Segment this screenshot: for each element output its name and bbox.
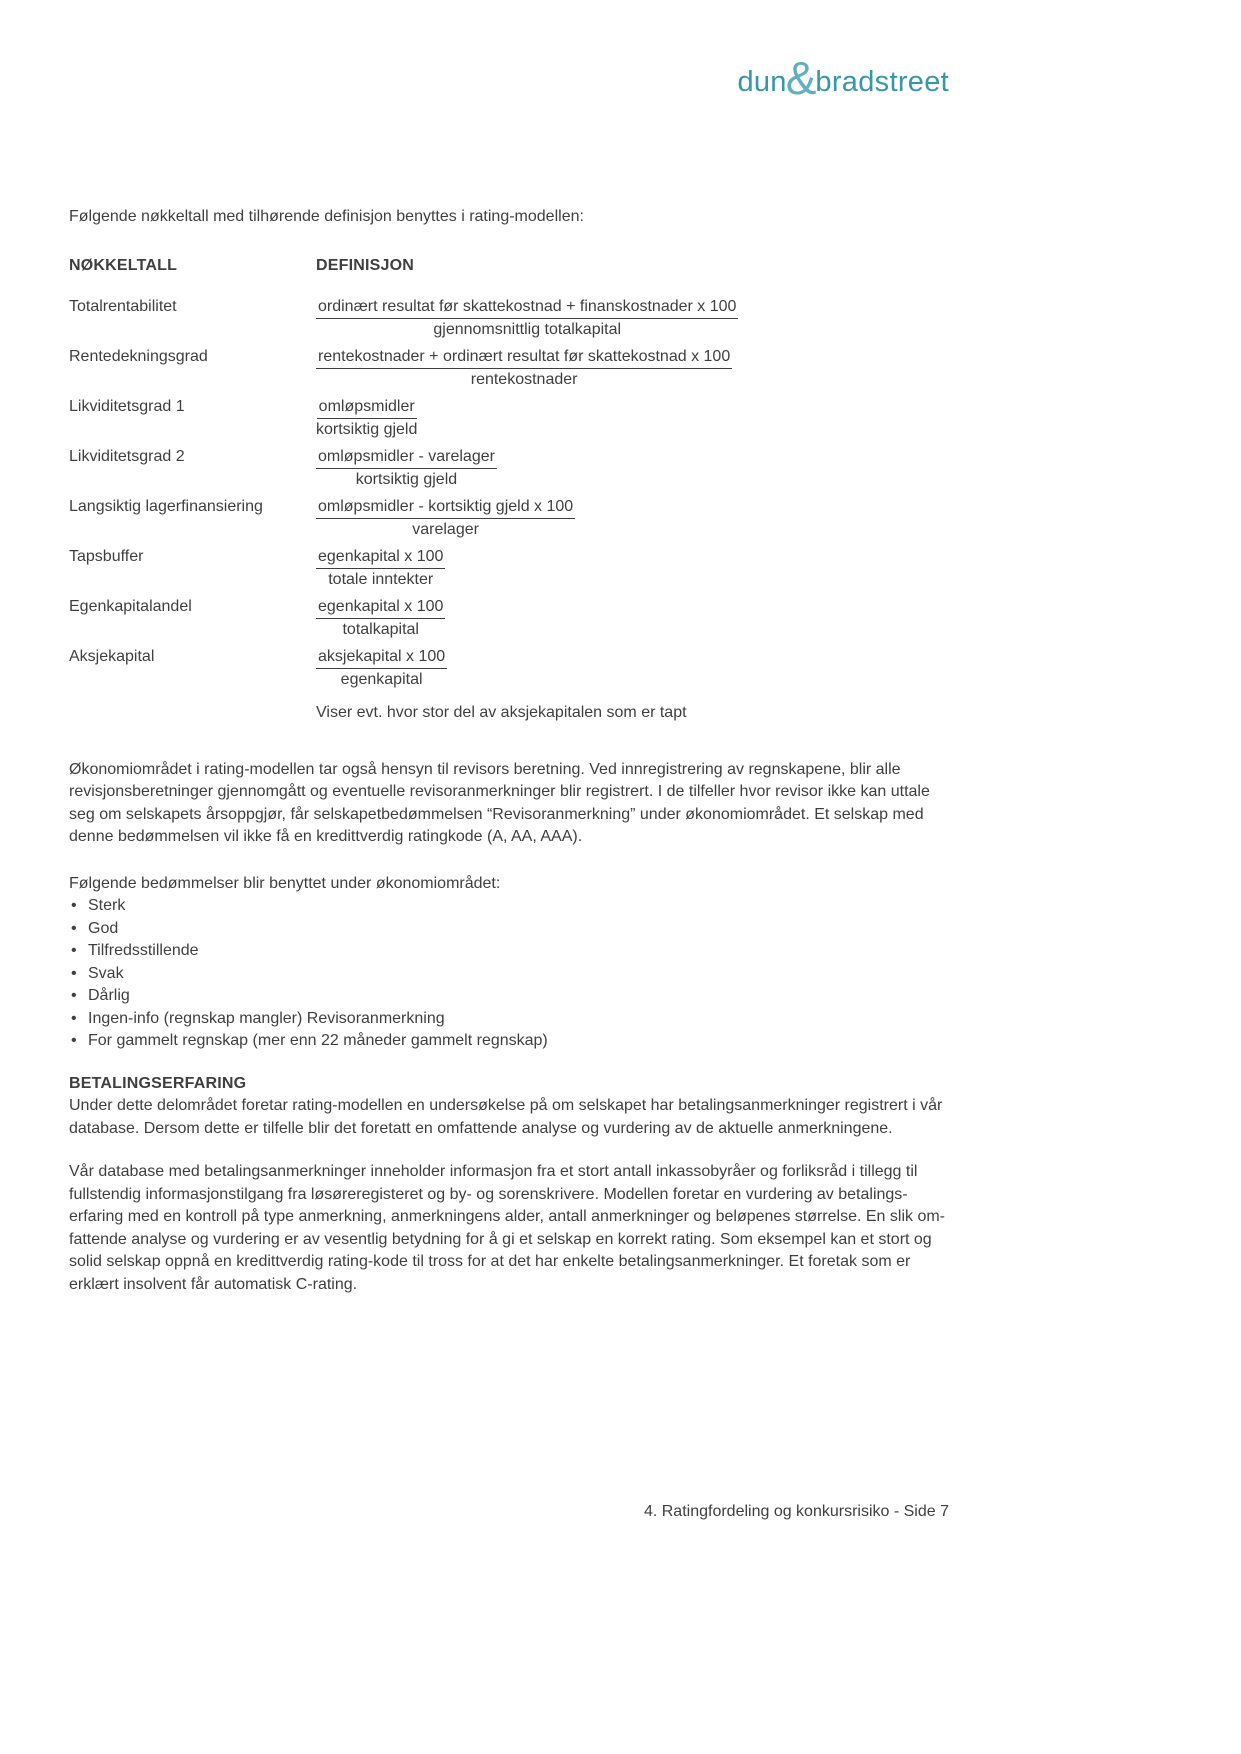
key-figures-table — [69, 255, 951, 723]
ratio-formula — [316, 446, 497, 490]
ratio-definition — [316, 546, 951, 590]
ratio-formula — [316, 346, 732, 390]
ratio-definition — [316, 296, 951, 340]
ratio-formula — [316, 496, 575, 540]
formula-numerator: egenkapital x 100 — [316, 596, 445, 619]
formula-denominator: egenkapital — [340, 670, 423, 688]
table-row — [69, 296, 951, 340]
ratio-formula — [316, 396, 417, 440]
ratio-definition — [316, 346, 951, 390]
ratio-definition — [316, 446, 951, 490]
ratio-formula — [316, 296, 738, 340]
assessments-list — [69, 895, 951, 1053]
formula-denominator: totalkapital — [342, 620, 419, 638]
list-item: • Ingen-info (regnskap mangler) Revisoranmerkning — [69, 1008, 951, 1031]
ratio-name: Tapsbuffer — [69, 547, 144, 565]
formula-numerator: omløpsmidler — [317, 396, 417, 419]
economy-paragraph: Økonomiområdet i rating-modellen tar også hensyn til revisors beretning. Ved innregistrering av regnskapene, blir alle revisjonsberetninger gjennomgått og eventuelle revisoranmerkninger blir registrert. I de tilfeller hvor revisor ikke kan uttale seg om selskapets årsoppgjør, får selskapetbedømmelsen “Revisoranmerkning” under økonomiområdet. Et selskap med denne bedømmelsen vil ikke få en kredittverdig ratingkode (A, AA, AAA). — [69, 760, 930, 845]
list-item: • For gammelt regnskap (mer enn 22 måneder gammelt regnskap) — [69, 1030, 951, 1053]
table-row — [69, 396, 951, 440]
list-item: • God — [69, 918, 951, 941]
list-item: • Dårlig — [69, 985, 951, 1008]
section-heading-betalingserfaring: BETALINGSERFARING — [69, 1074, 247, 1092]
logo-word-dun: dun — [737, 66, 787, 98]
formula-denominator: varelager — [412, 520, 479, 538]
formula-denominator: totale inntekter — [328, 570, 434, 588]
table-row — [69, 546, 951, 590]
table-row — [69, 646, 951, 690]
column-header-definisjon: DEFINISJON — [316, 256, 415, 274]
ratio-definition — [316, 596, 951, 640]
ratio-name: Rentedekningsgrad — [69, 347, 208, 365]
formula-numerator: omløpsmidler - varelager — [316, 446, 497, 469]
table-note: Viser evt. hvor stor del av aksjekapitalen som er tapt — [316, 703, 687, 721]
table-row — [69, 346, 951, 390]
ratio-definition — [316, 646, 951, 690]
formula-denominator: rentekostnader — [470, 370, 578, 388]
list-item: • Sterk — [69, 895, 951, 918]
list-item: • Tilfredsstillende — [69, 940, 951, 963]
formula-numerator: aksjekapital x 100 — [316, 646, 447, 669]
table-row — [69, 496, 951, 540]
intro-text: Følgende nøkkeltall med tilhørende definisjon benyttes i rating-modellen: — [69, 208, 584, 225]
formula-denominator: kortsiktig gjeld — [316, 420, 418, 438]
ratio-formula — [316, 646, 447, 690]
ratio-name: Likviditetsgrad 1 — [69, 397, 185, 415]
formula-numerator: omløpsmidler - kortsiktig gjeld x 100 — [316, 496, 575, 519]
page-footer: 4. Ratingfordeling og konkursrisiko - Side 7 — [643, 1503, 949, 1520]
table-row — [69, 446, 951, 490]
column-header-nokkeltall: NØKKELTALL — [69, 256, 178, 274]
document-content — [69, 206, 951, 1296]
formula-numerator: ordinært resultat før skattekostnad + finanskostnader x 100 — [316, 296, 738, 319]
list-item: • Svak — [69, 963, 951, 986]
ratio-name: Aksjekapital — [69, 647, 155, 665]
ratio-name: Egenkapitalandel — [69, 597, 192, 615]
table-header-row — [69, 255, 951, 276]
ratio-name: Langsiktig lagerfinansiering — [69, 497, 263, 515]
formula-numerator: egenkapital x 100 — [316, 546, 445, 569]
table-row — [69, 596, 951, 640]
logo-word-bradstreet: bradstreet — [815, 66, 949, 98]
ratio-name: Totalrentabilitet — [69, 297, 177, 315]
betalingserfaring-paragraph-1: Under dette delområdet foretar rating-modellen en undersøkelse på om selskapet har betalingsanmerkninger registrert i vår database. Dersom dette er tilfelle blir det foretatt en omfattende analyse og vurdering av de aktuelle anmerkningene. — [69, 1097, 943, 1137]
dun-bradstreet-logo: dun & bradstreet — [737, 52, 949, 104]
ratio-name: Likviditetsgrad 2 — [69, 447, 185, 465]
ratio-definition — [316, 496, 951, 540]
formula-numerator: rentekostnader + ordinært resultat før skattekostnad x 100 — [316, 346, 732, 369]
ratio-formula — [316, 596, 445, 640]
betalingserfaring-paragraph-2: Vår database med betalingsanmerkninger inneholder informasjon fra et stort antall inkassobyråer og forliksråd i tillegg til fullstendig informasjonstilgang fra løsøreregisteret og by- og sorenskrivere. Modellen foretar en vurdering av betalings- erfaring med en kontroll på type anmerkning, anmerkningens alder, antall anmerkninger og beløpenes størrelse. En slik om- fattende analyse og vurdering er av vesentlig betydning for å gi et selskap en korrekt rating. Som eksempel kan et stort og solid selskap oppnå en kredittverdig rating-kode til tross for at det har enkelte betalingsanmerkninger. Et foretak som er erklært insolvent får automatisk C-rating. — [69, 1163, 945, 1293]
formula-denominator: gjennomsnittlig totalkapital — [433, 320, 622, 338]
formula-denominator: kortsiktig gjeld — [355, 470, 458, 488]
ratio-definition — [316, 396, 951, 440]
ratio-formula — [316, 546, 445, 590]
empty-cell — [69, 702, 316, 723]
table-note-row — [69, 702, 951, 723]
assessments-intro: Følgende bedømmelser blir benyttet under økonomiområdet: — [69, 874, 501, 892]
